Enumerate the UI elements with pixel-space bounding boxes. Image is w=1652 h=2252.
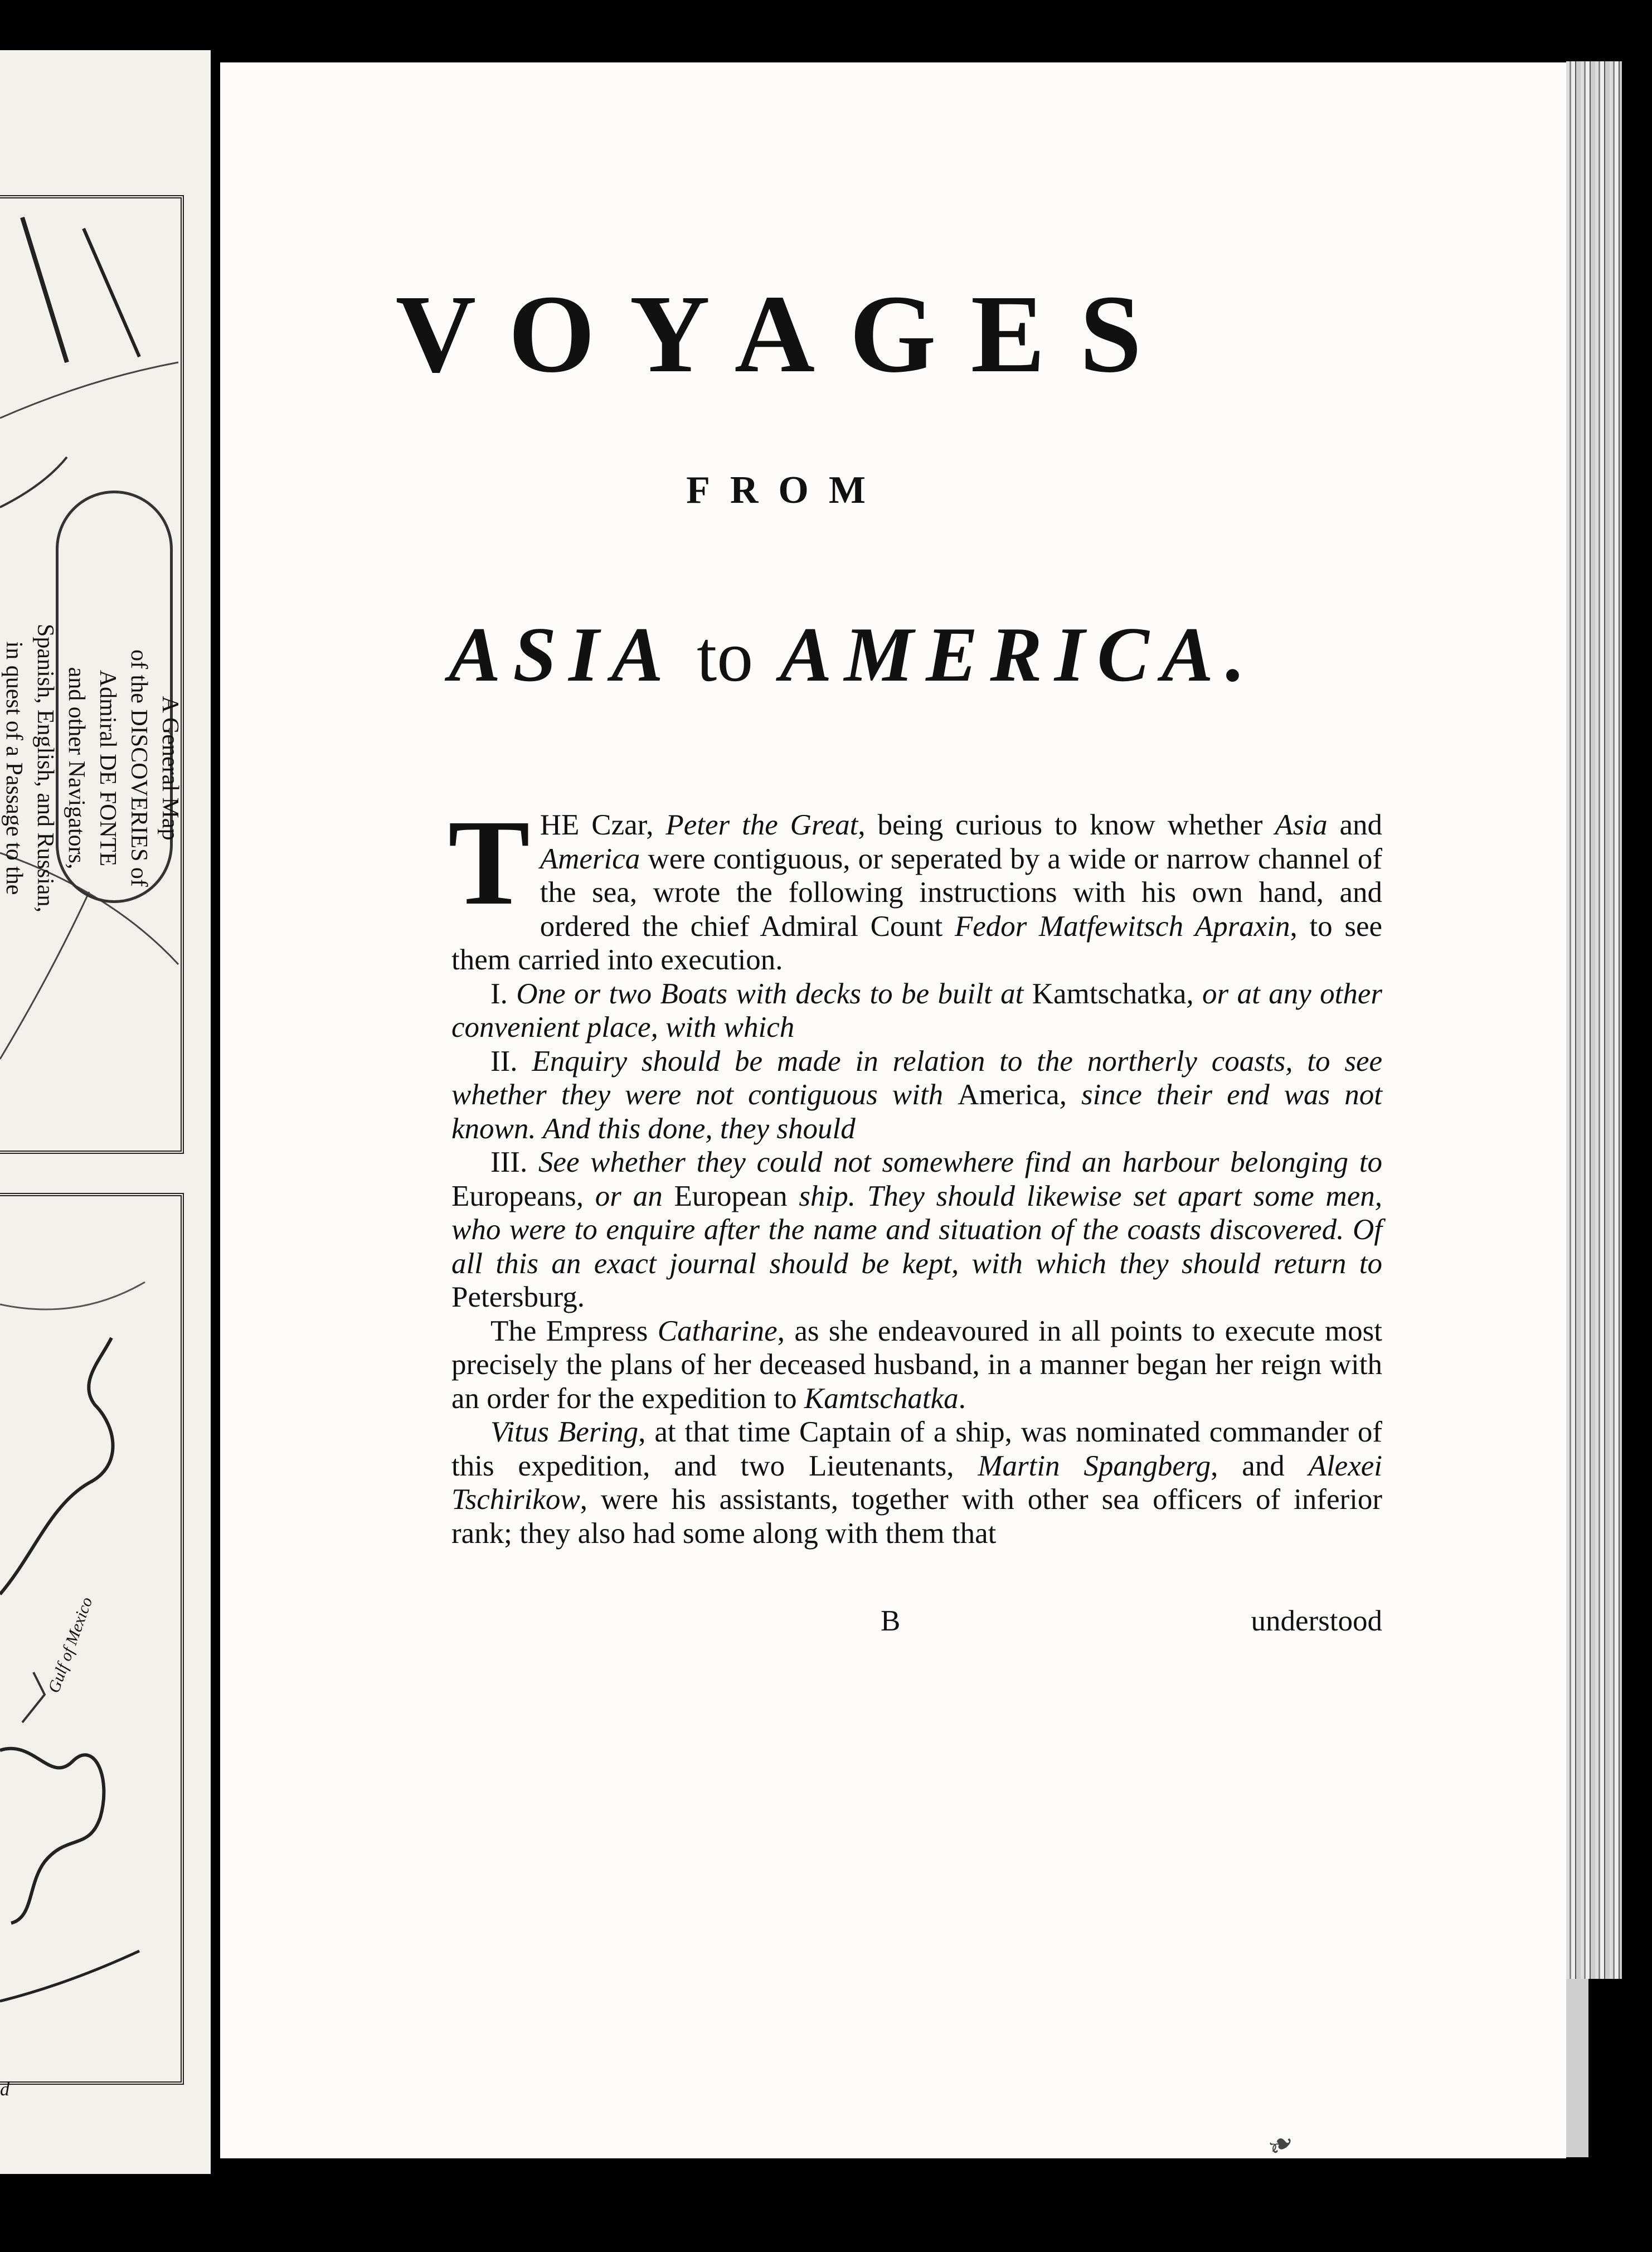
text-run: III. bbox=[490, 1146, 538, 1178]
map-title-line: in quest of a Passage to the bbox=[1, 641, 27, 895]
ink-mark-icon: ❧ bbox=[1261, 2123, 1301, 2167]
map-corner-label: d bbox=[0, 2079, 9, 2100]
text-run: were contiguous, or seperated by a wide or narrow channel of the sea, wrote the following instructions with his own hand, and ordered the chief Admiral Count bbox=[540, 842, 1382, 943]
text-run: Europeans bbox=[451, 1180, 576, 1212]
text-run: I. bbox=[490, 977, 517, 1010]
text-run: and bbox=[1327, 809, 1382, 841]
catchword: understood bbox=[1251, 1605, 1382, 1637]
text-run: , and bbox=[1211, 1449, 1309, 1482]
title-voyages: VOYAGES bbox=[395, 273, 1177, 396]
text-run: ship. They should likewise set apart some men, who were to enquire after the name and situation of the coasts discovered. Of all this an exact journal should be kept, with which they should return to bbox=[451, 1180, 1382, 1280]
text-run: Alexei Tschirikow bbox=[451, 1449, 1382, 1516]
gulf-of-mexico-label: Gulf of Mexico bbox=[45, 1594, 96, 1696]
map-title bbox=[0, 540, 186, 997]
map-coastline-lower bbox=[0, 1193, 184, 2085]
map-title-line: of the DISCOVERIES of bbox=[126, 649, 152, 887]
text-run: Martin Spangberg bbox=[978, 1449, 1211, 1482]
map-title-line: A General Map bbox=[157, 696, 183, 841]
text-run: Enquiry should be made in relation to the northerly coasts, to see whether they were not contiguous with bbox=[451, 1045, 1382, 1111]
text-run: Kamtschatka bbox=[1032, 977, 1187, 1010]
text-run: , as she endeavoured in all points to execute most precisely the plans of her deceased husband, in a manner began her reign with an order for the expedition to bbox=[451, 1314, 1382, 1415]
page-footer bbox=[451, 1604, 1382, 1638]
text-run: Asia bbox=[1275, 809, 1328, 841]
text-run: HE Czar, bbox=[540, 809, 666, 841]
signature-mark: B bbox=[881, 1605, 901, 1637]
title-asia-to-america bbox=[449, 613, 1385, 698]
text-run: Catharine bbox=[657, 1314, 778, 1347]
paragraph-instruction-3 bbox=[451, 1146, 1382, 1314]
title-from: FROM bbox=[686, 469, 886, 512]
text-run: Petersburg bbox=[451, 1281, 577, 1313]
text-run: Fedor Matfewitsch Apraxin bbox=[954, 910, 1290, 943]
text-run: II. bbox=[490, 1045, 532, 1078]
text-run: See whether they could not somewhere find an harbour belonging to bbox=[538, 1146, 1382, 1178]
folded-map-page bbox=[0, 50, 211, 2174]
text-run: Kamtschatka bbox=[804, 1382, 959, 1415]
text-run: . bbox=[958, 1382, 966, 1415]
text-run: . bbox=[577, 1281, 585, 1313]
map-title-line: and other Navigators, bbox=[64, 667, 89, 870]
text-run: One or two Boats with decks to be built at bbox=[516, 977, 1032, 1010]
text-run: , to see them carried into execution. bbox=[451, 910, 1382, 976]
page-edge-right bbox=[1566, 61, 1622, 1979]
text-run: , or an bbox=[576, 1180, 674, 1212]
title-asia: ASIA bbox=[449, 611, 676, 698]
text-run: America bbox=[540, 842, 640, 875]
text-run: America bbox=[958, 1079, 1060, 1111]
paragraph-empress bbox=[451, 1314, 1382, 1416]
title-america: AMERICA. bbox=[780, 611, 1258, 698]
text-run: Peter the Great bbox=[665, 809, 858, 841]
paragraph-intro bbox=[448, 794, 1382, 977]
drop-cap: T bbox=[448, 794, 530, 930]
text-run: , were his assistants, together with other sea officers of inferior rank; they also had some along with them that bbox=[451, 1483, 1382, 1550]
map-title-line: Admiral DE FONTE bbox=[95, 669, 120, 867]
text-run: , or at any other convenient place, with which bbox=[451, 977, 1383, 1044]
paragraph-instruction-1 bbox=[451, 977, 1382, 1045]
text-run: , since their end was not known. And this done, they should bbox=[451, 1079, 1382, 1145]
map-title-line: Spanish, English, and Russian, bbox=[32, 623, 58, 913]
text-run: Vitus Bering bbox=[490, 1416, 639, 1448]
text-run: European bbox=[674, 1180, 788, 1212]
page-edge-bottom bbox=[1566, 1979, 1588, 2157]
text-run: The Empress bbox=[490, 1314, 658, 1347]
text-run: , at that time Captain of a ship, was nominated commander of this expedition, and two Lieutenants, bbox=[451, 1416, 1383, 1482]
title-to: to bbox=[697, 617, 754, 697]
paragraph-instruction-2 bbox=[451, 1045, 1382, 1146]
body-text bbox=[448, 794, 1383, 1550]
paragraph-bering bbox=[451, 1415, 1382, 1550]
text-run: , being curious to know whether bbox=[858, 809, 1275, 841]
